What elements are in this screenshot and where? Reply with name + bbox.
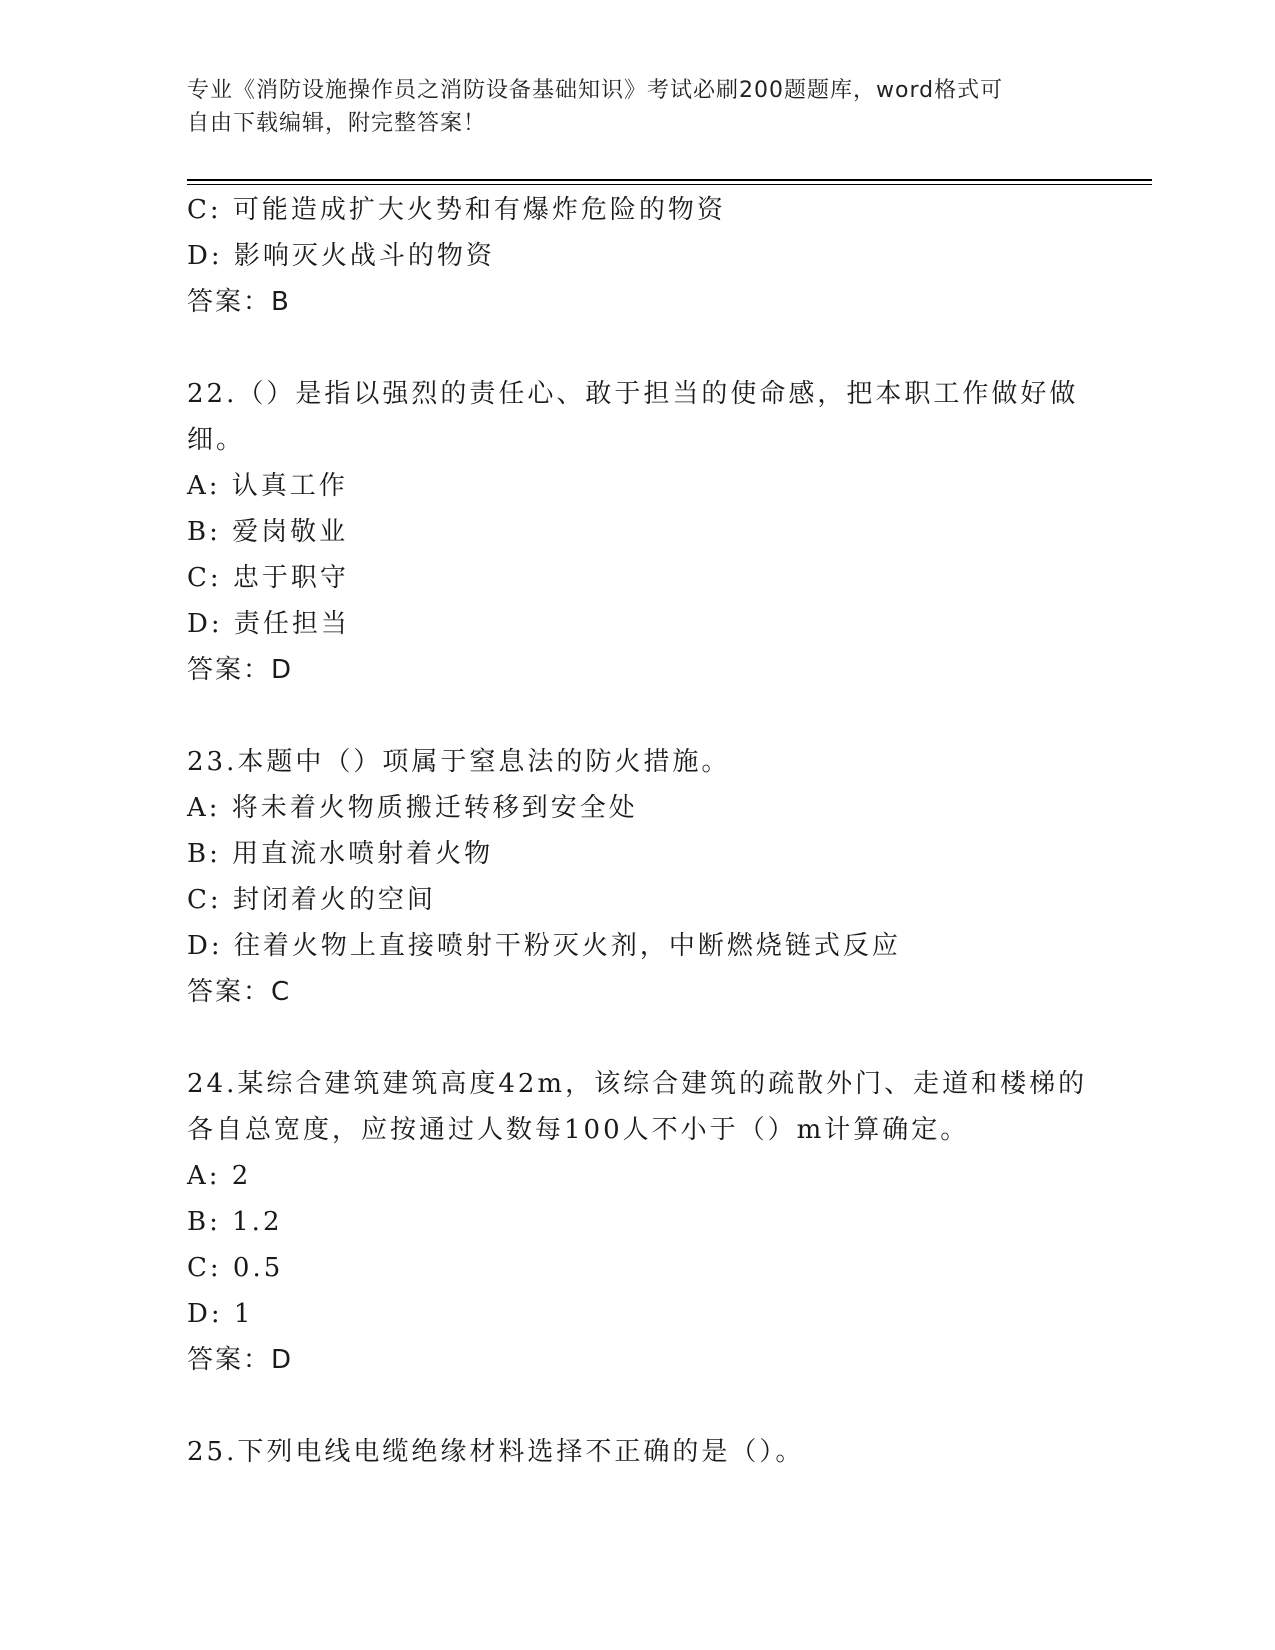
question-22 (187, 371, 1087, 693)
question-25 (187, 1429, 1087, 1475)
option-b: B: 用直流水喷射着火物 (187, 839, 494, 869)
option-d: D: 往着火物上直接喷射干粉灭火剂，中断燃烧链式反应 (187, 931, 901, 961)
option-c: C: 0.5 (187, 1253, 284, 1283)
question-text-line-2: 细。 (187, 425, 246, 455)
question-text-line-1: 23.本题中（）项属于窒息法的防火措施。 (187, 747, 731, 777)
option-c: C: 忠于职守 (187, 563, 349, 593)
option-a: A: 将未着火物质搬迁转移到安全处 (187, 793, 638, 823)
question-list (187, 187, 1087, 1475)
header-line-2: 自由下载编辑，附完整答案！ (187, 111, 487, 136)
option-c: C: 可能造成扩大火势和有爆炸危险的物资 (187, 195, 726, 225)
option-a: A: 认真工作 (187, 471, 348, 501)
question-text-line-1: 25.下列电线电缆绝缘材料选择不正确的是（）。 (187, 1437, 805, 1467)
question-text-line-2: 各自总宽度，应按通过人数每100人不小于（）m计算确定。 (187, 1115, 970, 1145)
header-rule-thin (187, 184, 1152, 185)
answer-line: 答案：D (187, 655, 294, 685)
header-rule-thick (187, 179, 1152, 181)
option-d: D: 责任担当 (187, 609, 350, 639)
answer-line: 答案：C (187, 977, 292, 1007)
answer-line: 答案：D (187, 1345, 294, 1375)
option-d: D: 影响灭火战斗的物资 (187, 241, 495, 271)
header-line-1: 专业《消防设施操作员之消防设备基础知识》考试必刷200题题库，word格式可 (187, 78, 1004, 103)
option-b: B: 1.2 (187, 1207, 283, 1237)
question-24 (187, 1061, 1087, 1383)
document-header (187, 74, 1077, 140)
answer-line: 答案：B (187, 287, 291, 317)
question-text-line-1: 24.某综合建筑建筑高度42m，该综合建筑的疏散外门、走道和楼梯的 (187, 1069, 1088, 1099)
option-d: D: 1 (187, 1299, 254, 1329)
option-a: A: 2 (187, 1161, 252, 1191)
question-text-line-1: 22.（）是指以强烈的责任心、敢于担当的使命感，把本职工作做好做 (187, 379, 1079, 409)
option-c: C: 封闭着火的空间 (187, 885, 436, 915)
question-23 (187, 739, 1087, 1015)
option-b: B: 爱岗敬业 (187, 517, 349, 547)
